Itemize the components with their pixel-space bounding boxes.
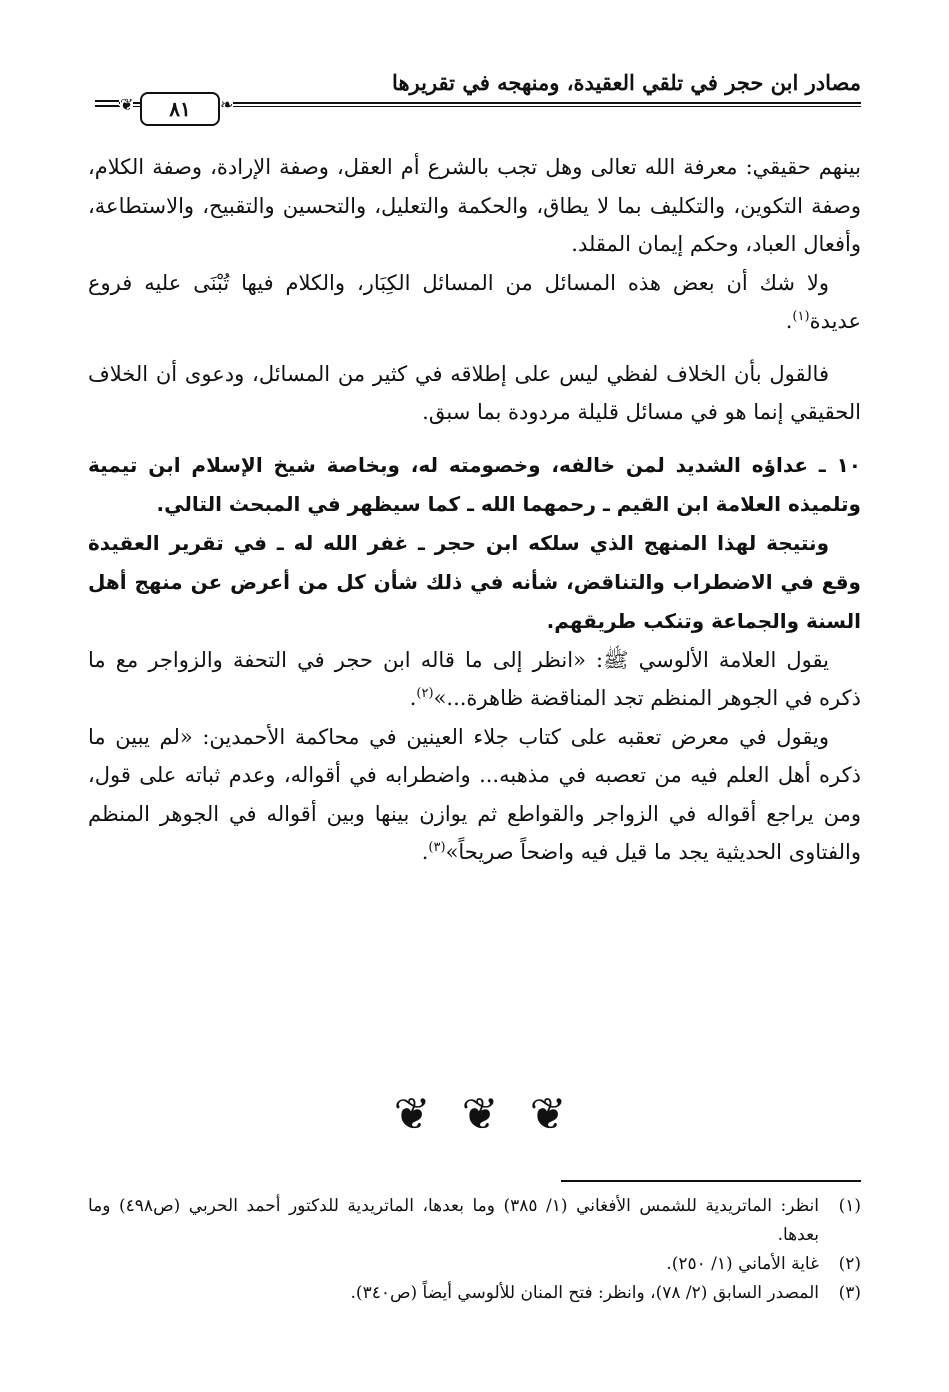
paragraph-1: بينهم حقيقي: معرفة الله تعالى وهل تجب بالشرع أم العقل، وصفة الإرادة، وصفة الكلام، وصفة التكوين، والتكليف بما لا يطاق، والحكمة والتعليل، والتحسين والتقبيح، والاستطاعة، وأفعال العباد، وحكم إيمان المقلد. — [88, 155, 861, 256]
paragraph-4-heading: ١٠ ـ عداؤه الشديد لمن خالفه، وخصومته له، وبخاصة شيخ الإسلام ابن تيمية وتلميذه العلامة ابن القيم ـ رحمهما الله ـ كما سيظهر في المبحث التالي. — [88, 452, 861, 516]
main-text — [88, 148, 861, 872]
footnote-1 — [88, 1192, 861, 1250]
paragraph-7-text: ويقول في معرض تعقبه على كتاب جلاء العينين في محاكمة الأحمدين: «لم يبين ما ذكره أهل العلم فيه من تعصبه في مذهبه... واضطرابه في أقواله، وعدم ثباته على قول، ومن يراجع أقواله في الزواجر والقواطع ثم يوازن بينها وبين أقواله في الجوهر المنظم والفتاوى الحديثية يجد ما قيل فيه واضحاً صريحاً» — [88, 724, 861, 864]
paragraph-2-text: ولا شك أن بعض هذه المسائل من المسائل الكِبَار، والكلام فيها تُبْنَى عليه فروع عديدة — [88, 270, 861, 333]
footnote-text: المصدر السابق (٢/ ٧٨)، وانظر: فتح المنان للألوسي أيضاً (ص٣٤٠). — [350, 1283, 819, 1303]
paragraph-5: ونتيجة لهذا المنهج الذي سلكه ابن حجر ـ غفر الله له ـ في تقرير العقيدة وقع في الاضطراب والتناقض، شأنه في ذلك شأن كل من أعرض عن منهج أهل السنة والجماعة وتنكب طريقهم. — [88, 530, 861, 633]
footnote-text: غاية الأماني (١/ ٢٥٠). — [666, 1254, 819, 1274]
paragraph-6-text: يقول العلامة الألوسي ﷺ: «انظر إلى ما قاله ابن حجر في التحفة والزواجر مع ما ذكره في الجوهر المنظم تجد المناقضة ظاهرة...» — [88, 647, 861, 710]
footnote-number: (١) — [838, 1196, 861, 1216]
footnote-number: (٣) — [838, 1283, 861, 1303]
footnote-text: انظر: الماتريدية للشمس الأفغاني (١/ ٣٨٥) وما بعدها، الماتريدية للدكتور أحمد الحربي (ص٤٩٨) وما بعدها. — [88, 1196, 819, 1245]
page-number: ٨١ — [140, 92, 220, 126]
header-double-dash — [95, 98, 119, 108]
running-header-title: مصادر ابن حجر في تلقي العقيدة، ومنهجه في تقريرها — [392, 70, 861, 95]
footnotes — [88, 1192, 861, 1308]
section-end-ornaments — [390, 1080, 570, 1150]
fleuron-icon: ❦ — [461, 1089, 499, 1140]
paragraph-2-end: . — [785, 309, 793, 333]
ornament-left-icon: ❦ — [120, 95, 134, 114]
paragraph-6-end: . — [409, 686, 417, 710]
paragraph-7 — [88, 718, 861, 872]
fleuron-icon: ❦ — [393, 1089, 431, 1140]
footnote-2 — [88, 1250, 861, 1279]
footnote-ref-1[interactable]: (١) — [792, 309, 810, 324]
paragraph-6 — [88, 641, 861, 718]
paragraph-3: فالقول بأن الخلاف لفظي ليس على إطلاقه في كثير من المسائل، ودعوى أن الخلاف الحقيقي إنما هو في مسائل قليلة مردودة بما سبق. — [88, 361, 861, 424]
footnote-number: (٢) — [838, 1254, 861, 1274]
ornament-right-icon: ❧ — [220, 95, 234, 114]
footnote-separator — [561, 1180, 861, 1182]
paragraph-2 — [88, 264, 861, 341]
footnote-ref-2[interactable]: (٢) — [416, 686, 434, 701]
footnote-ref-3[interactable]: (٣) — [428, 840, 446, 855]
footnote-3 — [88, 1279, 861, 1308]
paragraph-7-end: . — [421, 840, 429, 864]
fleuron-icon: ❦ — [529, 1089, 567, 1140]
